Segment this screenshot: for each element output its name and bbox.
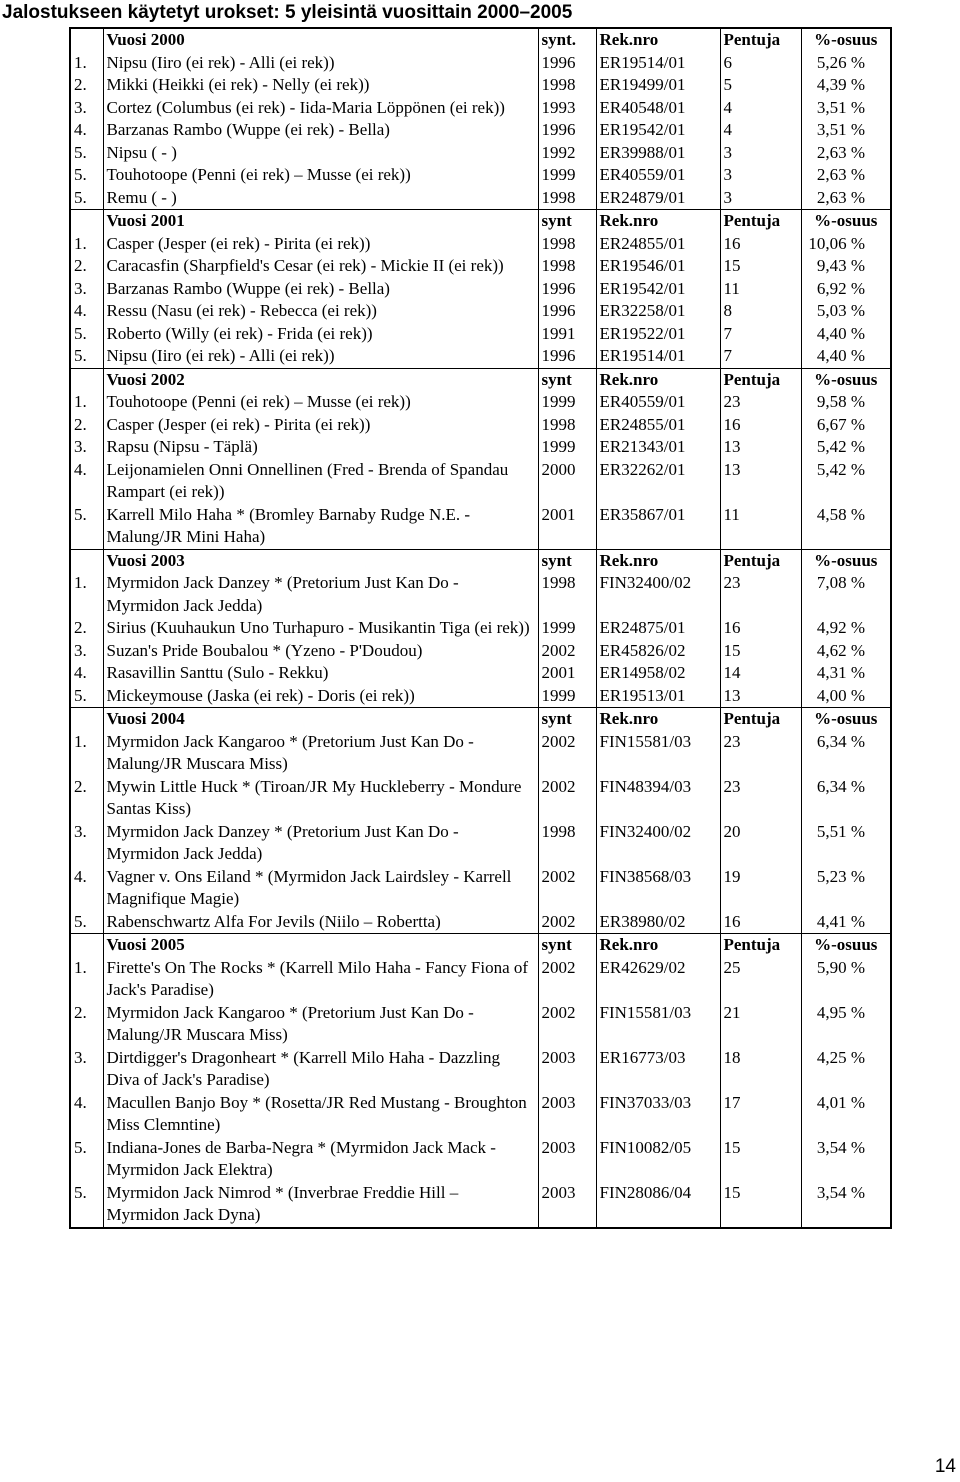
dog-name-cell: Mickeymouse (Jaska (ei rek) - Doris (ei rek)): [103, 685, 538, 708]
table-row: [70, 414, 891, 437]
rank-cell: 2.: [70, 776, 103, 821]
birth-year-cell: 2002: [538, 640, 596, 663]
litters-cell: 3: [720, 187, 801, 210]
registration-cell: ER19522/01: [596, 323, 720, 346]
registration-cell: ER24855/01: [596, 233, 720, 256]
birth-year-cell: 2002: [538, 1002, 596, 1047]
share-cell: 6,67 %: [801, 414, 891, 437]
share-cell: 4,31 %: [801, 662, 891, 685]
dog-name-cell: Touhotoope (Penni (ei rek) – Musse (ei rek)): [103, 164, 538, 187]
table-row: [70, 662, 891, 685]
birth-year-cell: 1996: [538, 300, 596, 323]
year-label: Vuosi 2000: [103, 28, 538, 52]
dog-name-cell: Rapsu (Nipsu - Täplä): [103, 436, 538, 459]
table-row: [70, 911, 891, 934]
page-number: 14: [934, 1456, 956, 1477]
dog-name-cell: Ressu (Nasu (ei rek) - Rebecca (ei rek)): [103, 300, 538, 323]
rank-cell: 2.: [70, 255, 103, 278]
share-cell: 5,51 %: [801, 821, 891, 866]
litters-cell: 14: [720, 662, 801, 685]
birth-year-cell: 1992: [538, 142, 596, 165]
table-row: [70, 233, 891, 256]
year-header-row: [70, 368, 891, 391]
dog-name-cell: Sirius (Kuuhaukun Uno Turhapuro - Musikantin Tiga (ei rek)): [103, 617, 538, 640]
share-cell: 4,95 %: [801, 1002, 891, 1047]
birth-year-cell: 2003: [538, 1182, 596, 1228]
table-row: [70, 821, 891, 866]
pentuja-header: Pentuja: [720, 934, 801, 957]
litters-cell: 16: [720, 911, 801, 934]
dog-name-cell: Myrmidon Jack Nimrod * (Inverbrae Freddie Hill – Myrmidon Jack Dyna): [103, 1182, 538, 1228]
registration-cell: FIN37033/03: [596, 1092, 720, 1137]
share-cell: 4,40 %: [801, 323, 891, 346]
year-header-row: [70, 934, 891, 957]
synt-header: synt: [538, 708, 596, 731]
rank-cell: 4.: [70, 1092, 103, 1137]
litters-cell: 23: [720, 572, 801, 617]
birth-year-cell: 2002: [538, 957, 596, 1002]
dog-name-cell: Indiana-Jones de Barba-Negra * (Myrmidon Jack Mack - Myrmidon Jack Elektra): [103, 1137, 538, 1182]
litters-cell: 15: [720, 1137, 801, 1182]
rek-header: Rek.nro: [596, 934, 720, 957]
table-row: [70, 278, 891, 301]
rank-header: [70, 368, 103, 391]
synt-header: synt.: [538, 28, 596, 52]
litters-cell: 18: [720, 1047, 801, 1092]
rank-cell: 5.: [70, 1182, 103, 1228]
birth-year-cell: 1996: [538, 119, 596, 142]
registration-cell: ER24879/01: [596, 187, 720, 210]
birth-year-cell: 1993: [538, 97, 596, 120]
registration-cell: ER19514/01: [596, 52, 720, 75]
dog-name-cell: Mikki (Heikki (ei rek) - Nelly (ei rek)): [103, 74, 538, 97]
rank-cell: 2.: [70, 617, 103, 640]
page-title: Jalostukseen käytetyt urokset: 5 yleisintä vuosittain 2000–2005: [2, 2, 573, 23]
registration-cell: ER19542/01: [596, 278, 720, 301]
year-label: Vuosi 2005: [103, 934, 538, 957]
share-cell: 7,08 %: [801, 572, 891, 617]
dog-name-cell: Nipsu (Iiro (ei rek) - Alli (ei rek)): [103, 345, 538, 368]
rank-cell: 3.: [70, 640, 103, 663]
synt-header: synt: [538, 368, 596, 391]
rank-cell: 5.: [70, 187, 103, 210]
rek-header: Rek.nro: [596, 708, 720, 731]
litters-cell: 16: [720, 233, 801, 256]
birth-year-cell: 1998: [538, 572, 596, 617]
dog-name-cell: Myrmidon Jack Danzey * (Pretorium Just Kan Do - Myrmidon Jack Jedda): [103, 572, 538, 617]
litters-cell: 17: [720, 1092, 801, 1137]
birth-year-cell: 1999: [538, 391, 596, 414]
rank-cell: 1.: [70, 391, 103, 414]
registration-cell: ER40559/01: [596, 164, 720, 187]
rank-cell: 5.: [70, 504, 103, 550]
dog-name-cell: Myrmidon Jack Kangaroo * (Pretorium Just Kan Do - Malung/JR Muscara Miss): [103, 1002, 538, 1047]
dog-name-cell: Myrmidon Jack Kangaroo * (Pretorium Just Kan Do - Malung/JR Muscara Miss): [103, 731, 538, 776]
litters-cell: 19: [720, 866, 801, 911]
registration-cell: FIN28086/04: [596, 1182, 720, 1228]
share-cell: 2,63 %: [801, 164, 891, 187]
share-cell: 6,34 %: [801, 731, 891, 776]
birth-year-cell: 2002: [538, 911, 596, 934]
registration-cell: ER32262/01: [596, 459, 720, 504]
rank-cell: 5.: [70, 1137, 103, 1182]
registration-cell: ER39988/01: [596, 142, 720, 165]
birth-year-cell: 2000: [538, 459, 596, 504]
birth-year-cell: 1996: [538, 52, 596, 75]
dog-name-cell: Dirtdigger's Dragonheart * (Karrell Milo Haha - Dazzling Diva of Jack's Paradise): [103, 1047, 538, 1092]
pentuja-header: Pentuja: [720, 368, 801, 391]
rank-cell: 2.: [70, 74, 103, 97]
birth-year-cell: 1998: [538, 74, 596, 97]
dog-name-cell: Mywin Little Huck * (Tiroan/JR My Huckleberry - Mondure Santas Kiss): [103, 776, 538, 821]
birth-year-cell: 1996: [538, 345, 596, 368]
birth-year-cell: 1999: [538, 617, 596, 640]
table-row: [70, 1002, 891, 1047]
table-row: [70, 640, 891, 663]
rank-cell: 2.: [70, 414, 103, 437]
litters-cell: 8: [720, 300, 801, 323]
rank-cell: 1.: [70, 572, 103, 617]
dog-name-cell: Cortez (Columbus (ei rek) - Iida-Maria Löppönen (ei rek)): [103, 97, 538, 120]
dog-name-cell: Leijonamielen Onni Onnellinen (Fred - Brenda of Spandau Rampart (ei rek)): [103, 459, 538, 504]
share-cell: 3,54 %: [801, 1137, 891, 1182]
litters-cell: 3: [720, 142, 801, 165]
dog-name-cell: Roberto (Willy (ei rek) - Frida (ei rek)): [103, 323, 538, 346]
dog-name-cell: Caracasfin (Sharpfield's Cesar (ei rek) - Mickie II (ei rek)): [103, 255, 538, 278]
table-row: [70, 1182, 891, 1228]
table-row: [70, 97, 891, 120]
share-cell: 5,90 %: [801, 957, 891, 1002]
breeding-males-table: [69, 27, 892, 1229]
table-row: [70, 436, 891, 459]
share-cell: 4,92 %: [801, 617, 891, 640]
pentuja-header: Pentuja: [720, 708, 801, 731]
registration-cell: ER19542/01: [596, 119, 720, 142]
rank-cell: 1.: [70, 957, 103, 1002]
registration-cell: ER24875/01: [596, 617, 720, 640]
table-row: [70, 572, 891, 617]
year-label: Vuosi 2003: [103, 549, 538, 572]
rank-header: [70, 28, 103, 52]
rank-cell: 4.: [70, 119, 103, 142]
litters-cell: 6: [720, 52, 801, 75]
birth-year-cell: 1998: [538, 187, 596, 210]
pentuja-header: Pentuja: [720, 210, 801, 233]
birth-year-cell: 1996: [538, 278, 596, 301]
table-row: [70, 617, 891, 640]
dog-name-cell: Macullen Banjo Boy * (Rosetta/JR Red Mustang - Broughton Miss Clemntine): [103, 1092, 538, 1137]
registration-cell: ER32258/01: [596, 300, 720, 323]
registration-cell: ER35867/01: [596, 504, 720, 550]
registration-cell: FIN15581/03: [596, 731, 720, 776]
table-row: [70, 52, 891, 75]
rank-cell: 5.: [70, 323, 103, 346]
share-cell: 5,42 %: [801, 436, 891, 459]
dog-name-cell: Suzan's Pride Boubalou * (Yzeno - P'Doudou): [103, 640, 538, 663]
registration-cell: ER38980/02: [596, 911, 720, 934]
litters-cell: 23: [720, 391, 801, 414]
litters-cell: 15: [720, 255, 801, 278]
rank-header: [70, 210, 103, 233]
dog-name-cell: Rasavillin Santtu (Sulo - Rekku): [103, 662, 538, 685]
litters-cell: 15: [720, 640, 801, 663]
share-cell: 2,63 %: [801, 187, 891, 210]
birth-year-cell: 1991: [538, 323, 596, 346]
rank-cell: 1.: [70, 731, 103, 776]
litters-cell: 15: [720, 1182, 801, 1228]
litters-cell: 7: [720, 323, 801, 346]
year-header-row: [70, 549, 891, 572]
birth-year-cell: 2001: [538, 662, 596, 685]
table-row: [70, 323, 891, 346]
share-cell: 10,06 %: [801, 233, 891, 256]
share-cell: 4,58 %: [801, 504, 891, 550]
registration-cell: FIN15581/03: [596, 1002, 720, 1047]
litters-cell: 16: [720, 617, 801, 640]
share-cell: 5,26 %: [801, 52, 891, 75]
share-cell: 6,92 %: [801, 278, 891, 301]
pentuja-header: Pentuja: [720, 28, 801, 52]
litters-cell: 5: [720, 74, 801, 97]
table-row: [70, 74, 891, 97]
rank-cell: 3.: [70, 436, 103, 459]
rank-cell: 2.: [70, 1002, 103, 1047]
share-cell: 4,00 %: [801, 685, 891, 708]
registration-cell: FIN32400/02: [596, 821, 720, 866]
birth-year-cell: 2003: [538, 1047, 596, 1092]
registration-cell: FIN32400/02: [596, 572, 720, 617]
rek-header: Rek.nro: [596, 210, 720, 233]
dog-name-cell: Nipsu ( - ): [103, 142, 538, 165]
rank-cell: 4.: [70, 662, 103, 685]
litters-cell: 11: [720, 504, 801, 550]
share-cell: 5,42 %: [801, 459, 891, 504]
litters-cell: 7: [720, 345, 801, 368]
dog-name-cell: Karrell Milo Haha * (Bromley Barnaby Rudge N.E. - Malung/JR Mini Haha): [103, 504, 538, 550]
rank-cell: 4.: [70, 866, 103, 911]
osuus-header: %-osuus: [801, 934, 891, 957]
year-header-row: [70, 708, 891, 731]
dog-name-cell: Casper (Jesper (ei rek) - Pirita (ei rek)): [103, 233, 538, 256]
rank-header: [70, 549, 103, 572]
dog-name-cell: Touhotoope (Penni (ei rek) – Musse (ei rek)): [103, 391, 538, 414]
table-row: [70, 164, 891, 187]
rek-header: Rek.nro: [596, 549, 720, 572]
share-cell: 9,58 %: [801, 391, 891, 414]
rank-cell: 5.: [70, 685, 103, 708]
dog-name-cell: Barzanas Rambo (Wuppe (ei rek) - Bella): [103, 119, 538, 142]
registration-cell: FIN10082/05: [596, 1137, 720, 1182]
registration-cell: FIN48394/03: [596, 776, 720, 821]
registration-cell: ER40548/01: [596, 97, 720, 120]
table-row: [70, 1137, 891, 1182]
share-cell: 3,51 %: [801, 97, 891, 120]
table-row: [70, 685, 891, 708]
osuus-header: %-osuus: [801, 368, 891, 391]
share-cell: 4,01 %: [801, 1092, 891, 1137]
table-row: [70, 255, 891, 278]
synt-header: synt: [538, 549, 596, 572]
table-row: [70, 300, 891, 323]
registration-cell: FIN38568/03: [596, 866, 720, 911]
rank-cell: 5.: [70, 345, 103, 368]
rank-cell: 5.: [70, 911, 103, 934]
birth-year-cell: 1999: [538, 685, 596, 708]
share-cell: 6,34 %: [801, 776, 891, 821]
registration-cell: ER21343/01: [596, 436, 720, 459]
share-cell: 2,63 %: [801, 142, 891, 165]
share-cell: 4,62 %: [801, 640, 891, 663]
rank-cell: 5.: [70, 164, 103, 187]
registration-cell: ER14958/02: [596, 662, 720, 685]
share-cell: 4,25 %: [801, 1047, 891, 1092]
birth-year-cell: 2002: [538, 776, 596, 821]
litters-cell: 13: [720, 459, 801, 504]
litters-cell: 13: [720, 685, 801, 708]
litters-cell: 20: [720, 821, 801, 866]
share-cell: 3,51 %: [801, 119, 891, 142]
share-cell: 5,03 %: [801, 300, 891, 323]
birth-year-cell: 1998: [538, 821, 596, 866]
osuus-header: %-osuus: [801, 549, 891, 572]
dog-name-cell: Remu ( - ): [103, 187, 538, 210]
table-row: [70, 957, 891, 1002]
table-row: [70, 119, 891, 142]
rank-header: [70, 934, 103, 957]
year-header-row: [70, 210, 891, 233]
synt-header: synt: [538, 934, 596, 957]
dog-name-cell: Vagner v. Ons Eiland * (Myrmidon Jack Lairdsley - Karrell Magnifique Magie): [103, 866, 538, 911]
osuus-header: %-osuus: [801, 708, 891, 731]
table-row: [70, 391, 891, 414]
share-cell: 4,41 %: [801, 911, 891, 934]
rank-cell: 1.: [70, 233, 103, 256]
share-cell: 3,54 %: [801, 1182, 891, 1228]
year-label: Vuosi 2002: [103, 368, 538, 391]
birth-year-cell: 1998: [538, 414, 596, 437]
rek-header: Rek.nro: [596, 28, 720, 52]
year-label: Vuosi 2001: [103, 210, 538, 233]
birth-year-cell: 2002: [538, 731, 596, 776]
share-cell: 4,40 %: [801, 345, 891, 368]
table-row: [70, 1092, 891, 1137]
table-row: [70, 1047, 891, 1092]
rank-cell: 3.: [70, 821, 103, 866]
birth-year-cell: 1998: [538, 233, 596, 256]
litters-cell: 11: [720, 278, 801, 301]
litters-cell: 4: [720, 119, 801, 142]
table-row: [70, 504, 891, 550]
litters-cell: 4: [720, 97, 801, 120]
registration-cell: ER45826/02: [596, 640, 720, 663]
litters-cell: 23: [720, 731, 801, 776]
rank-cell: 4.: [70, 459, 103, 504]
dog-name-cell: Nipsu (Iiro (ei rek) - Alli (ei rek)): [103, 52, 538, 75]
rank-cell: 5.: [70, 142, 103, 165]
dog-name-cell: Firette's On The Rocks * (Karrell Milo Haha - Fancy Fiona of Jack's Paradise): [103, 957, 538, 1002]
rank-cell: 4.: [70, 300, 103, 323]
osuus-header: %-osuus: [801, 210, 891, 233]
share-cell: 4,39 %: [801, 74, 891, 97]
rank-cell: 3.: [70, 278, 103, 301]
litters-cell: 3: [720, 164, 801, 187]
registration-cell: ER19499/01: [596, 74, 720, 97]
year-header-row: [70, 28, 891, 52]
litters-cell: 21: [720, 1002, 801, 1047]
registration-cell: ER19546/01: [596, 255, 720, 278]
registration-cell: ER40559/01: [596, 391, 720, 414]
birth-year-cell: 2003: [538, 1137, 596, 1182]
osuus-header: %-osuus: [801, 28, 891, 52]
year-label: Vuosi 2004: [103, 708, 538, 731]
dog-name-cell: Rabenschwartz Alfa For Jevils (Niilo – Robertta): [103, 911, 538, 934]
table-row: [70, 731, 891, 776]
table-row: [70, 187, 891, 210]
litters-cell: 13: [720, 436, 801, 459]
registration-cell: ER19514/01: [596, 345, 720, 368]
rank-cell: 3.: [70, 97, 103, 120]
birth-year-cell: 2003: [538, 1092, 596, 1137]
table-row: [70, 459, 891, 504]
birth-year-cell: 1999: [538, 436, 596, 459]
birth-year-cell: 1998: [538, 255, 596, 278]
table-row: [70, 776, 891, 821]
table-row: [70, 345, 891, 368]
synt-header: synt: [538, 210, 596, 233]
registration-cell: ER19513/01: [596, 685, 720, 708]
registration-cell: ER42629/02: [596, 957, 720, 1002]
registration-cell: ER24855/01: [596, 414, 720, 437]
table-row: [70, 866, 891, 911]
birth-year-cell: 2001: [538, 504, 596, 550]
dog-name-cell: Myrmidon Jack Danzey * (Pretorium Just Kan Do - Myrmidon Jack Jedda): [103, 821, 538, 866]
registration-cell: ER16773/03: [596, 1047, 720, 1092]
dog-name-cell: Casper (Jesper (ei rek) - Pirita (ei rek)): [103, 414, 538, 437]
rek-header: Rek.nro: [596, 368, 720, 391]
rank-cell: 3.: [70, 1047, 103, 1092]
rank-cell: 1.: [70, 52, 103, 75]
litters-cell: 25: [720, 957, 801, 1002]
birth-year-cell: 1999: [538, 164, 596, 187]
share-cell: 5,23 %: [801, 866, 891, 911]
litters-cell: 16: [720, 414, 801, 437]
rank-header: [70, 708, 103, 731]
pentuja-header: Pentuja: [720, 549, 801, 572]
dog-name-cell: Barzanas Rambo (Wuppe (ei rek) - Bella): [103, 278, 538, 301]
birth-year-cell: 2002: [538, 866, 596, 911]
litters-cell: 23: [720, 776, 801, 821]
table-row: [70, 142, 891, 165]
share-cell: 9,43 %: [801, 255, 891, 278]
